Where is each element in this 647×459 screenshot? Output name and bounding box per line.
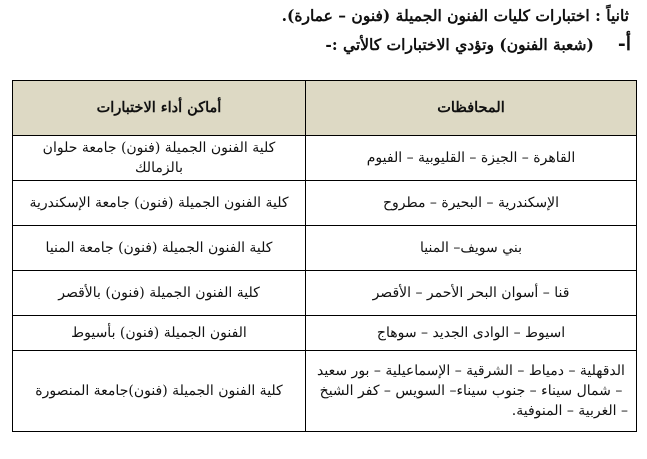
header-governorates: المحافظات (306, 81, 637, 136)
governorates-cell: الدقهلية – دمياط – الشرقية – الإسماعيلية – بور سعيد – شمال سيناء – جنوب سيناء– السويس – كفر الشيخ – الغربية – المنوفية. (306, 351, 637, 432)
table-row (13, 351, 637, 432)
governorates-cell: قنا – أسوان البحر الأحمر – الأقصر (306, 271, 637, 316)
governorates-cell: اسيوط – الوادى الجديد – سوهاج (306, 316, 637, 351)
exam-place-cell: كلية الفنون الجميلة (فنون) جامعة المنيا (13, 226, 306, 271)
exam-place-cell: الفنون الجميلة (فنون) بأسيوط (13, 316, 306, 351)
governorates-cell: بني سويف– المنيا (306, 226, 637, 271)
exam-locations-table (12, 80, 637, 432)
governorates-cell: الإسكندرية – البحيرة – مطروح (306, 181, 637, 226)
header-exam-places: أماكن أداء الاختبارات (13, 81, 306, 136)
subsection-text: (شعبة الفنون) وتؤدي الاختبارات كالأتي :- (325, 35, 594, 54)
subsection-marker: أ- (617, 33, 631, 55)
subsection-heading (325, 33, 631, 55)
section-heading: ثانياً : اختبارات كليات الفنون الجميلة (فنون – عمارة). (281, 6, 629, 25)
exam-place-cell: كلية الفنون الجميلة (فنون) جامعة حلوان بالزمالك (13, 136, 306, 181)
table-row (13, 136, 637, 181)
table-row (13, 316, 637, 351)
exam-place-cell: كلية الفنون الجميلة (فنون) جامعة الإسكندرية (13, 181, 306, 226)
table-row (13, 181, 637, 226)
exam-place-cell: كلية الفنون الجميلة (فنون)جامعة المنصورة (13, 351, 306, 432)
exam-place-cell: كلية الفنون الجميلة (فنون) بالأقصر (13, 271, 306, 316)
table-row (13, 226, 637, 271)
table-row (13, 271, 637, 316)
table-header-row (13, 81, 637, 136)
governorates-cell: القاهرة – الجيزة – القليوبية – الفيوم (306, 136, 637, 181)
